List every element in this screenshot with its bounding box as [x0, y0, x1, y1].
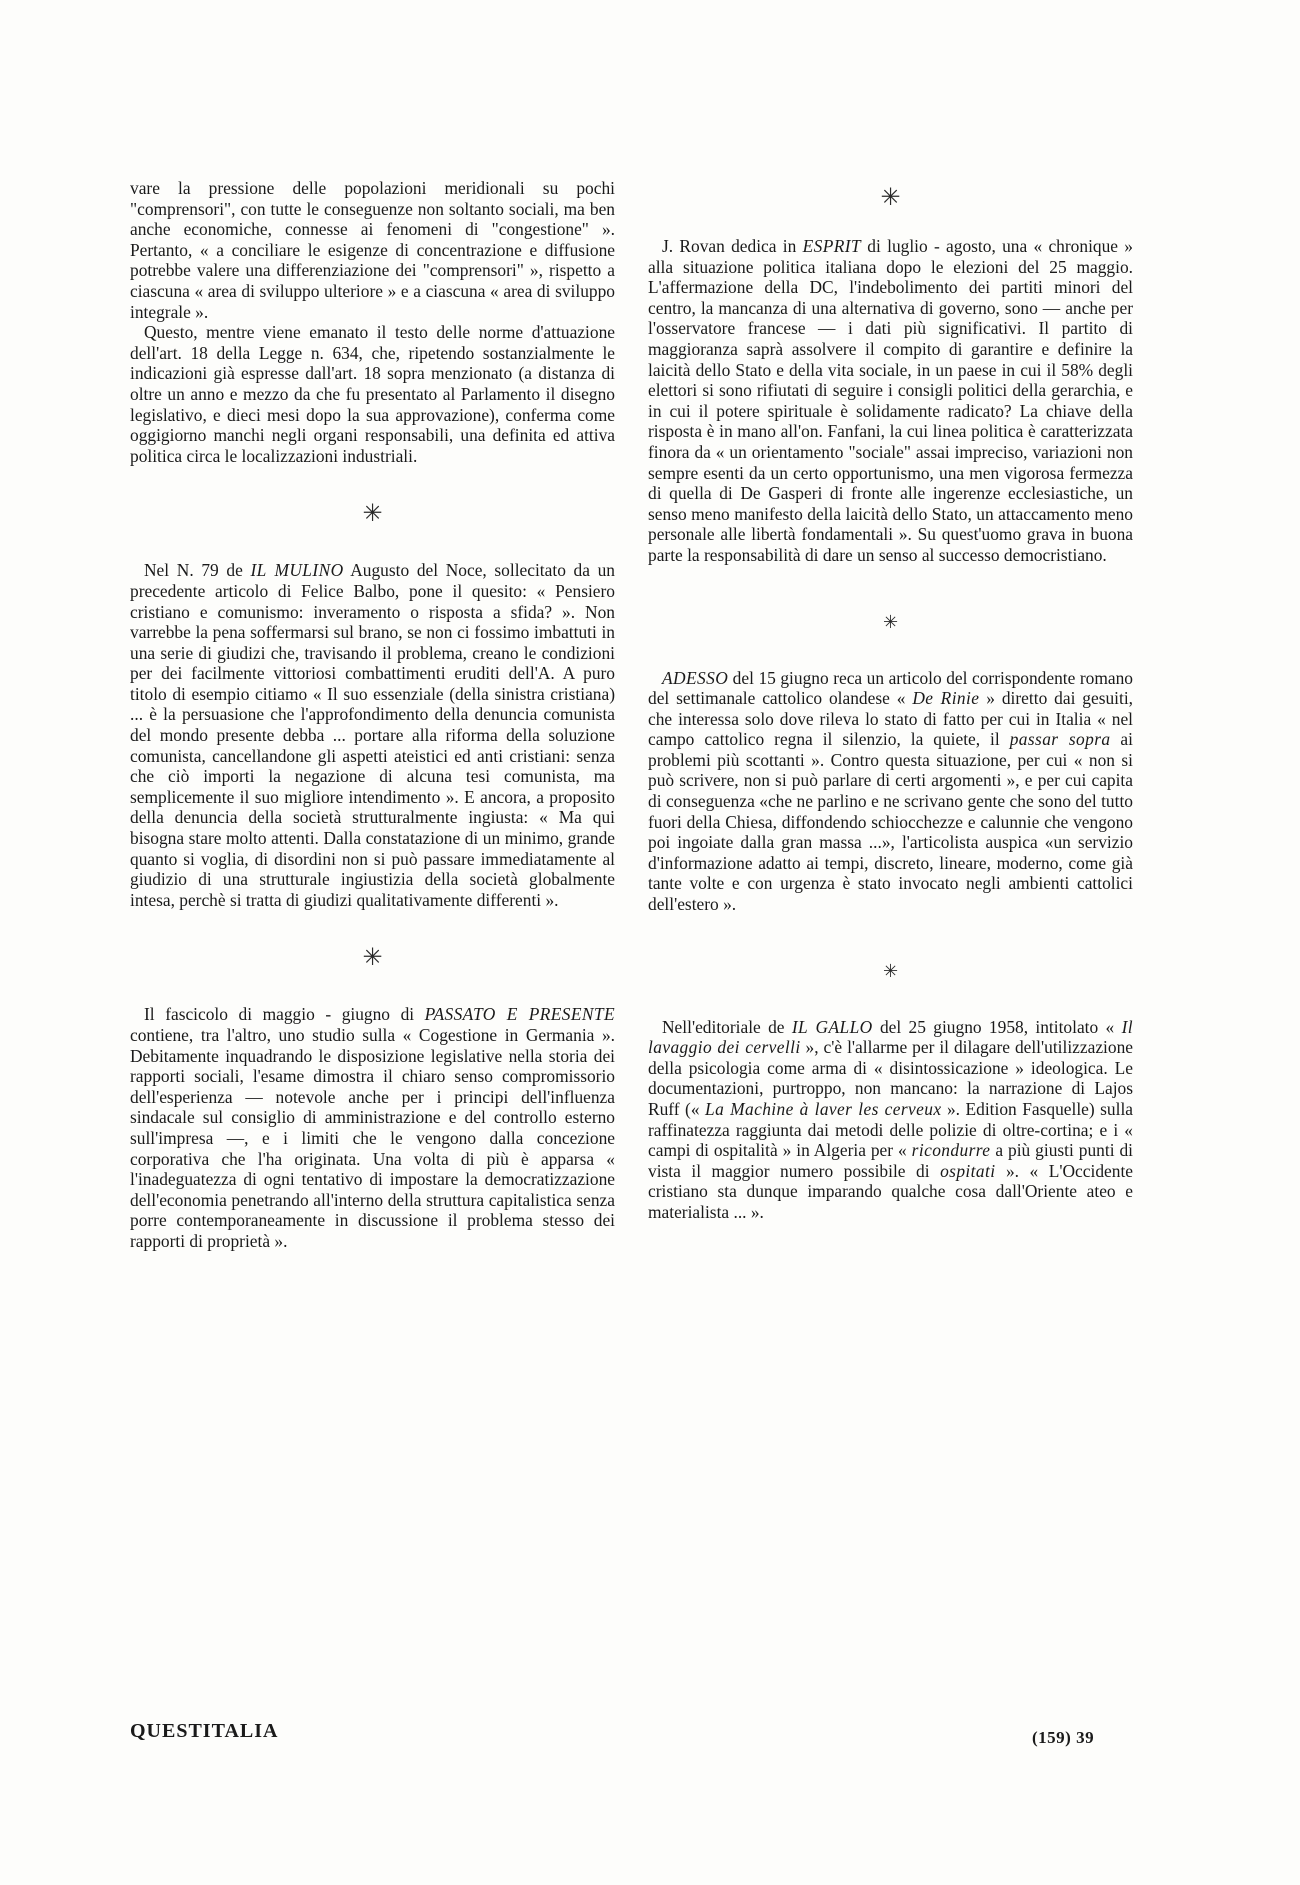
esprit-body: di luglio - agosto, una « chronique » alla situazione politica italiana dopo le elezioni del 25 maggio. L'affermazione della DC, l'indebolimento dei partiti minori del centro, la mancanza di una alternativa di governo, sono — anche per l'osservatore francese — i dati più significativi. Il partito di maggioranza saprà assolvere il compito di garantire e definire la laicità dello Stato e della vita sociale, in un paese in cui il 58% degli elettori si sono rifiutati di seguire i consigli politici della gerarchia, e in cui il potere spirituale è solidamente radicato? La chiave della risposta è in mano all'on. Fanfani, la cui linea politica è caratterizzata finora da « un orientamento "sociale" assai impreciso, variazioni non sempre esenti da un certo opportunismo, una men vigorosa fermezza di quella di De Gasperi di fronte alle ingerenze ecclesiastiche, un senso meno manifesto della laicità dello Stato, un attaccamento meno personale alle libertà fondamentali ». Su quest'uomo grava in buona parte la responsabilità di dare un senso al successo democristiano.: [648, 236, 1133, 565]
paragraph-norme-text: Questo, mentre viene emanato il testo delle norme d'attuazione dell'art. 18 della Legge n. 634, che, ripetendo sostanzialmente le indicazioni già espresse dall'art. 18 sopra menzionato (a distanza di oltre un anno e mezzo da che fu presentato al Parlamento il disegno legislativo, e dieci mesi dopo la sua approvazione), conferma come oggigiorno manchi negli organi responsabili, una definita ed attiva politica circa le localizzazioni industriali.: [130, 322, 615, 466]
gallo-intro: Nell'editoriale de: [662, 1016, 792, 1037]
paragraph-esprit: [648, 236, 1133, 566]
section-divider-asterisk: ✳: [882, 960, 899, 981]
gallo-body-1: del 25 giugno 1958, intitolato «: [872, 1016, 1122, 1037]
adesso-body-1: del 15 giugno reca un articolo del corrispondente romano del settimanale cattolico olandese «: [648, 667, 1133, 709]
adesso-body-2: » diretto dai gesuiti, che interessa solo dove rileva lo stato di fatto per cui in Italia « nel campo cattolico regna il silenzio, la quiete, il: [648, 688, 1134, 750]
gallo-body-3: ». Edition Fasquelle) sulla raffinatezza raggiunta dai metodi delle polizie di oltre-cortina; e i « campi di ospitalità » in Algeria per «: [648, 1099, 1133, 1161]
gallo-body-4: a più giusti punti di vista il maggior numero possibile di: [648, 1140, 1133, 1181]
passato-intro: Il fascicolo di maggio - giugno di: [144, 1004, 425, 1025]
section-divider-asterisk: ✳: [362, 501, 383, 528]
il-mulino-intro: Nel N. 79 de: [144, 560, 251, 581]
passato-body: contiene, tra l'altro, uno studio sulla « Cogestione in Germania ». Debitamente inquadrando le disposizione legislative nella storia dei rapporti sociali, l'esame dimostra il chiaro senso compromissorio dell'esperienza — notevole anche per i principi dell'influenza sindacale sul consiglio di amministrazione e del controllo esterno sull'impresa —, e i limiti che le vengono dalla concezione corporativa che l'ha originata. Una volta di più è apparsa « l'inadeguatezza di ogni tentativo di impostare la democratizzazione dell'economia penetrando all'interno della struttura capitalistica senza porre contemporaneamente in discussione il problema stesso dei rapporti di proprietà ».: [130, 1025, 615, 1251]
journal-title-esprit: ESPRIT: [802, 236, 862, 256]
quote-ricondurre: ricondurre: [911, 1140, 991, 1161]
right-column: [648, 178, 1133, 1223]
paragraph-norme-attuazione: [130, 322, 615, 466]
adesso-body-3: ai problemi più scottanti ». Contro questa situazione, per cui « non si può scrivere, non si può parlare di certi argomenti », e per cui capita di conseguenza «che ne parlino e ne scrivano gente che sono del tutto fuori della Chiesa, diffondendo schiocchezze e calunnie che vengono poi ingoiate dalla gran massa ...», l'articolista auspica «un servizio d'informazione adatto ai tempi, discreto, lineare, moderno, come già tante volte e con urgenza è stato invocato negli ambienti cattolici dell'estero ».: [648, 729, 1133, 915]
gallo-body-5: ». « L'Occidente cristiano sta dunque imparando qualche cosa dall'Oriente ateo e materialista ... ».: [648, 1160, 1133, 1222]
paragraph-il-mulino: [130, 560, 615, 910]
esprit-intro: J. Rovan dedica in: [662, 236, 803, 256]
editorial-title: Il lavaggio dei cervelli: [648, 1016, 1134, 1058]
paragraph-passato-presente: [130, 1004, 615, 1251]
paragraph-adesso: [648, 668, 1133, 915]
paragraph-il-gallo: [648, 1017, 1133, 1223]
journal-name-footer: QUESTITALIA: [130, 1720, 279, 1742]
section-divider-asterisk: ✳: [362, 945, 383, 972]
quote-ospitati: ospitati: [940, 1160, 996, 1181]
journal-title-il-mulino: IL MULINO: [250, 560, 344, 581]
journal-title-il-gallo: IL GALLO: [791, 1016, 873, 1037]
paragraph-comprensori: vare la pressione delle popolazioni meridionali su pochi "comprensori", con tutte le conseguenze non soltanto sociali, ma ben anche economiche, connesse ai fenomeni di "congestione" ». Pertanto, « a conciliare le esigenze di concentrazione e diffusione potrebbe valere una differenziazione dei "comprensori" », rispetto a ciascuna « area di sviluppo ulteriore » e a ciascuna « area di sviluppo integrale ».: [130, 178, 615, 322]
journal-title-passato-presente: PASSATO E PRESENTE: [424, 1004, 615, 1025]
gallo-body-2: », c'è l'allarme per il dilagare dell'utilizzazione della psicologia come arma di « disintossicazione » ideologica. Le documentazioni, purtroppo, non mancano: la narrazione di Lajos Ruff («: [648, 1037, 1133, 1119]
book-title: La Machine à laver les cerveux: [705, 1099, 942, 1119]
journal-title-de-rinie: De Rinie: [912, 688, 980, 709]
page-number: (159) 39: [1032, 1728, 1095, 1747]
section-divider-asterisk: ✳: [880, 185, 901, 211]
left-column: [130, 178, 615, 1252]
quote-passar-sopra: passar sopra: [1009, 729, 1111, 750]
il-mulino-body: Augusto del Noce, sollecitato da un precedente articolo di Felice Balbo, pone il quesito: « Pensiero cristiano e comunismo: inveramento o risposta a sfida? ». Non varrebbe la pena soffermarsi sul brano, se non ci fossimo imbattuti in una serie di giudizi che, travisando il problema, creano le condizioni per dei facilmente vittoriosi combattimenti eruditi dell'A. A puro titolo di esempio citiamo « Il suo essenziale (della sinistra cristiana) ... è la persuasione che l'approfondimento della denuncia comunista del mondo presente debba ... portare alla riforma della soluzione comunista, cancellandone gli aspetti ateistici ed anti cristiani: senza che ciò importi la negazione di alcuna tesi comunista, ma semplicemente il suo migliore intendimento ». E ancora, a proposito della denuncia della società strutturalmente ingiusta: « Ma qui bisogna stare molto attenti. Dalla constatazione di un minimo, grande quanto si voglia, di disordini non si può passare immediatamente al giudizio di una strutturale ingiustizia della società globalmente intesa, perchè si tratta di giudizi qualitativamente differenti ».: [130, 560, 616, 910]
section-divider-asterisk: ✳: [882, 611, 899, 632]
journal-title-adesso: ADESSO: [662, 667, 729, 688]
